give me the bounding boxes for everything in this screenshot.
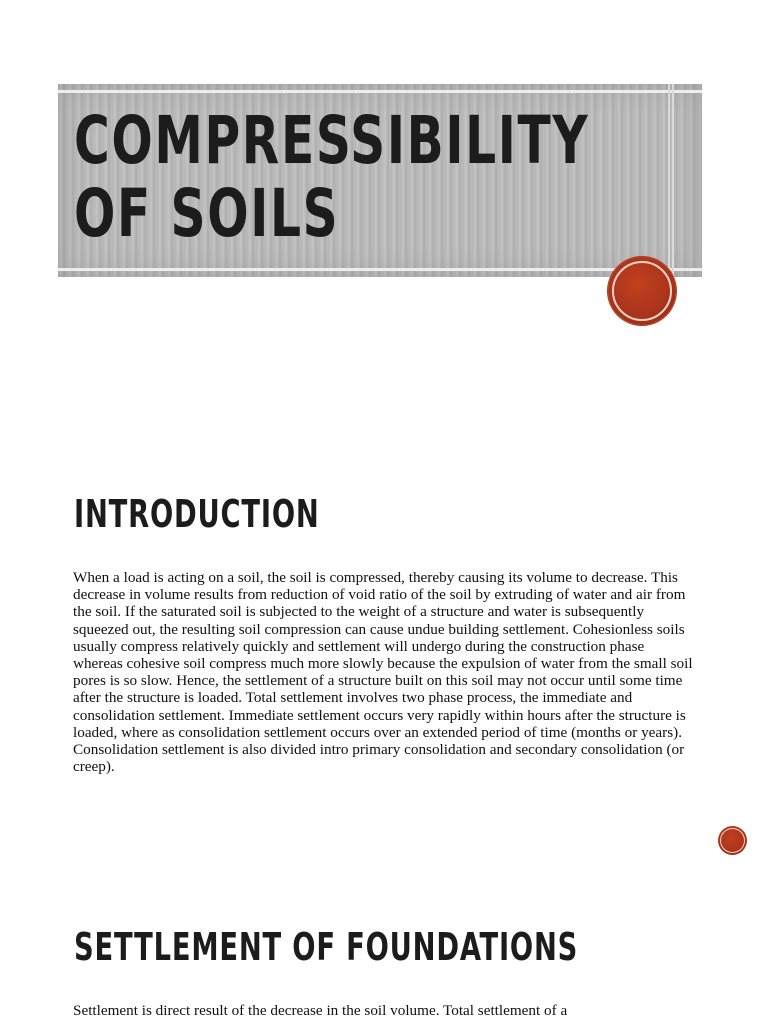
title-banner [58,84,702,277]
accent-circle-ring [612,261,672,321]
banner-top-rule [58,90,702,93]
section-body-introduction: When a load is acting on a soil, the soil is compressed, thereby causing its volume to decrease. This decrease in volume results from reduction of void ratio of the soil by extruding of water and air from the soil. If the saturated soil is subjected to the weight of a structure and water is subsequently squeezed out, the resulting soil compression can cause undue building settlement. Cohesionless soils usually compress relatively quickly and settlement will undergo during the construction phase whereas cohesive soil compress much more slowly because the expulsion of water from the small soil pores is so slow. Hence, the settlement of a structure built on this soil may not occur until some time after the structure is loaded. Total settlement involves two phase process, the immediate and consolidation settlement. Immediate settlement occurs very rapidly within hours after the structure is loaded, where as consolidation settlement occurs over an extended period of time (months or years). Consolidation settlement is also divided intro primary consolidation and secondary consolidation (or creep). [73,569,693,776]
banner-bottom-rule [58,268,702,271]
accent-circle-ring [720,828,745,853]
banner-divider [668,84,670,277]
accent-circle-icon [608,257,676,325]
slide-title: COMPRESSIBILITY OF SOILS [74,102,590,252]
accent-circle-small-icon [718,826,747,855]
section-body-settlement: Settlement is direct result of the decrease in the soil volume. Total settlement of a [73,1002,568,1019]
section-heading-settlement: SETTLEMENT OF FOUNDATIONS [74,925,579,969]
banner-divider [672,84,674,277]
section-heading-introduction: INTRODUCTION [74,492,320,536]
